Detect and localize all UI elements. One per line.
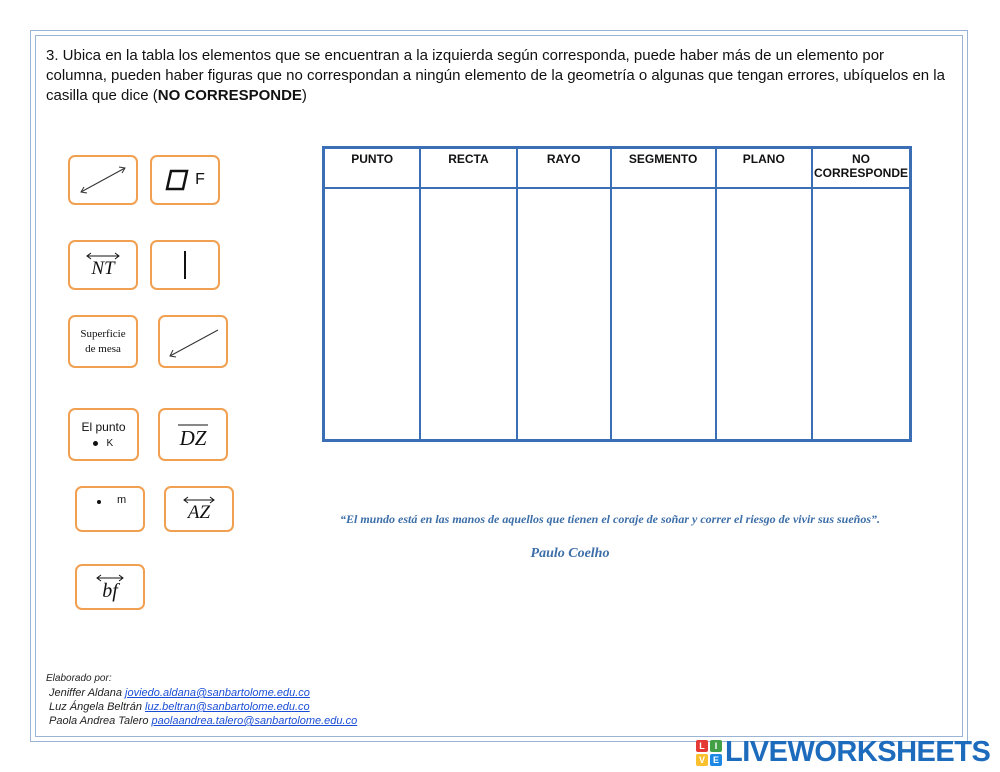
drop-zone-no-corresponde[interactable] bbox=[812, 188, 911, 441]
card-rectangle-f[interactable] bbox=[150, 155, 220, 205]
instructions-part2: ) bbox=[301, 87, 307, 104]
logo-text: LIVEWORKSHEETS bbox=[725, 736, 991, 768]
drop-zone-plano[interactable] bbox=[716, 188, 812, 441]
card-nt-line[interactable] bbox=[68, 240, 138, 290]
header-segmento: SEGMENTO bbox=[611, 148, 716, 189]
credit-name: Jeniffer Aldana bbox=[49, 687, 122, 699]
header-punto: PUNTO bbox=[324, 148, 421, 189]
header-plano: PLANO bbox=[716, 148, 812, 189]
card-ray-arrow[interactable] bbox=[158, 315, 228, 368]
double-arrow-line-icon bbox=[73, 160, 133, 200]
instructions-part1: 3. Ubica en la tabla los elementos que se encuentran a la izquierda según corresponda, puede haber más de un elemento por columna, pueden haber figuras que no correspondan a ningún elemento de la geometría o algunas que tengan errores, ubíquelos en la casilla que dice ( bbox=[46, 47, 945, 104]
card-vertical-segment[interactable] bbox=[150, 240, 220, 290]
credit-email-link[interactable]: joviedo.aldana@sanbartolome.edu.co bbox=[125, 687, 310, 699]
logo-letter-i: I bbox=[710, 740, 722, 752]
drop-zone-recta[interactable] bbox=[420, 188, 516, 441]
header-no-corresponde: NO CORRESPONDE bbox=[812, 148, 911, 189]
header-rayo: RAYO bbox=[517, 148, 611, 189]
card-f-label: F bbox=[195, 171, 205, 188]
instructions-text bbox=[46, 46, 946, 106]
card-double-arrow-line[interactable] bbox=[68, 155, 138, 205]
card-nt-label: NT bbox=[91, 258, 115, 279]
card-az-label: AZ bbox=[187, 502, 211, 523]
drop-zone-punto[interactable] bbox=[324, 188, 421, 441]
logo-letter-l: L bbox=[696, 740, 708, 752]
classification-table bbox=[322, 146, 912, 442]
logo-letter-e: E bbox=[710, 754, 722, 766]
quote-text: “El mundo está en las manos de aquellos que tienen el coraje de soñar y correr el riesgo de vivir sus sueños”. bbox=[339, 512, 880, 526]
credit-name: Luz Ángela Beltrán bbox=[49, 701, 142, 713]
logo-letter-v: V bbox=[696, 754, 708, 766]
punto-k-label: K bbox=[106, 438, 114, 449]
credit-row bbox=[46, 714, 357, 728]
card-dz-segment[interactable] bbox=[158, 408, 228, 461]
credit-email-link[interactable]: luz.beltran@sanbartolome.edu.co bbox=[145, 701, 310, 713]
card-point-m[interactable] bbox=[75, 486, 145, 532]
card-el-punto-k[interactable] bbox=[68, 408, 139, 461]
credit-row bbox=[46, 700, 357, 714]
card-bf-label: bf bbox=[102, 580, 118, 602]
card-dz-label: DZ bbox=[179, 425, 207, 450]
table-drop-row bbox=[324, 188, 911, 441]
superficie-line2: de mesa bbox=[85, 342, 121, 355]
parallelogram-icon bbox=[165, 167, 191, 193]
table-header-row bbox=[324, 148, 911, 189]
superficie-line1: Superficie bbox=[80, 327, 126, 340]
card-m-label: m bbox=[117, 494, 127, 506]
punto-text: El punto bbox=[81, 420, 126, 434]
liveworksheets-logo[interactable] bbox=[696, 736, 990, 769]
card-superficie-de-mesa[interactable] bbox=[68, 315, 138, 368]
credit-email-link[interactable]: paolaandrea.talero@sanbartolome.edu.co bbox=[151, 715, 358, 727]
point-dot-icon bbox=[97, 500, 101, 504]
quote-author: Paulo Coelho bbox=[530, 546, 610, 561]
logo-mark-icon bbox=[696, 740, 722, 766]
header-recta: RECTA bbox=[420, 148, 516, 189]
card-bf-line[interactable] bbox=[75, 564, 145, 610]
drop-zone-rayo[interactable] bbox=[517, 188, 611, 441]
drop-zone-segmento[interactable] bbox=[611, 188, 716, 441]
credit-name: Paola Andrea Talero bbox=[49, 715, 149, 727]
credits-block bbox=[46, 672, 357, 728]
ray-arrow-icon bbox=[162, 322, 224, 362]
vertical-line-icon bbox=[180, 249, 190, 281]
credit-row bbox=[46, 686, 357, 700]
credits-label: Elaborado por: bbox=[46, 673, 112, 684]
card-az-line[interactable] bbox=[164, 486, 234, 532]
point-dot-icon bbox=[93, 441, 98, 446]
instructions-bold: NO CORRESPONDE bbox=[157, 87, 302, 104]
